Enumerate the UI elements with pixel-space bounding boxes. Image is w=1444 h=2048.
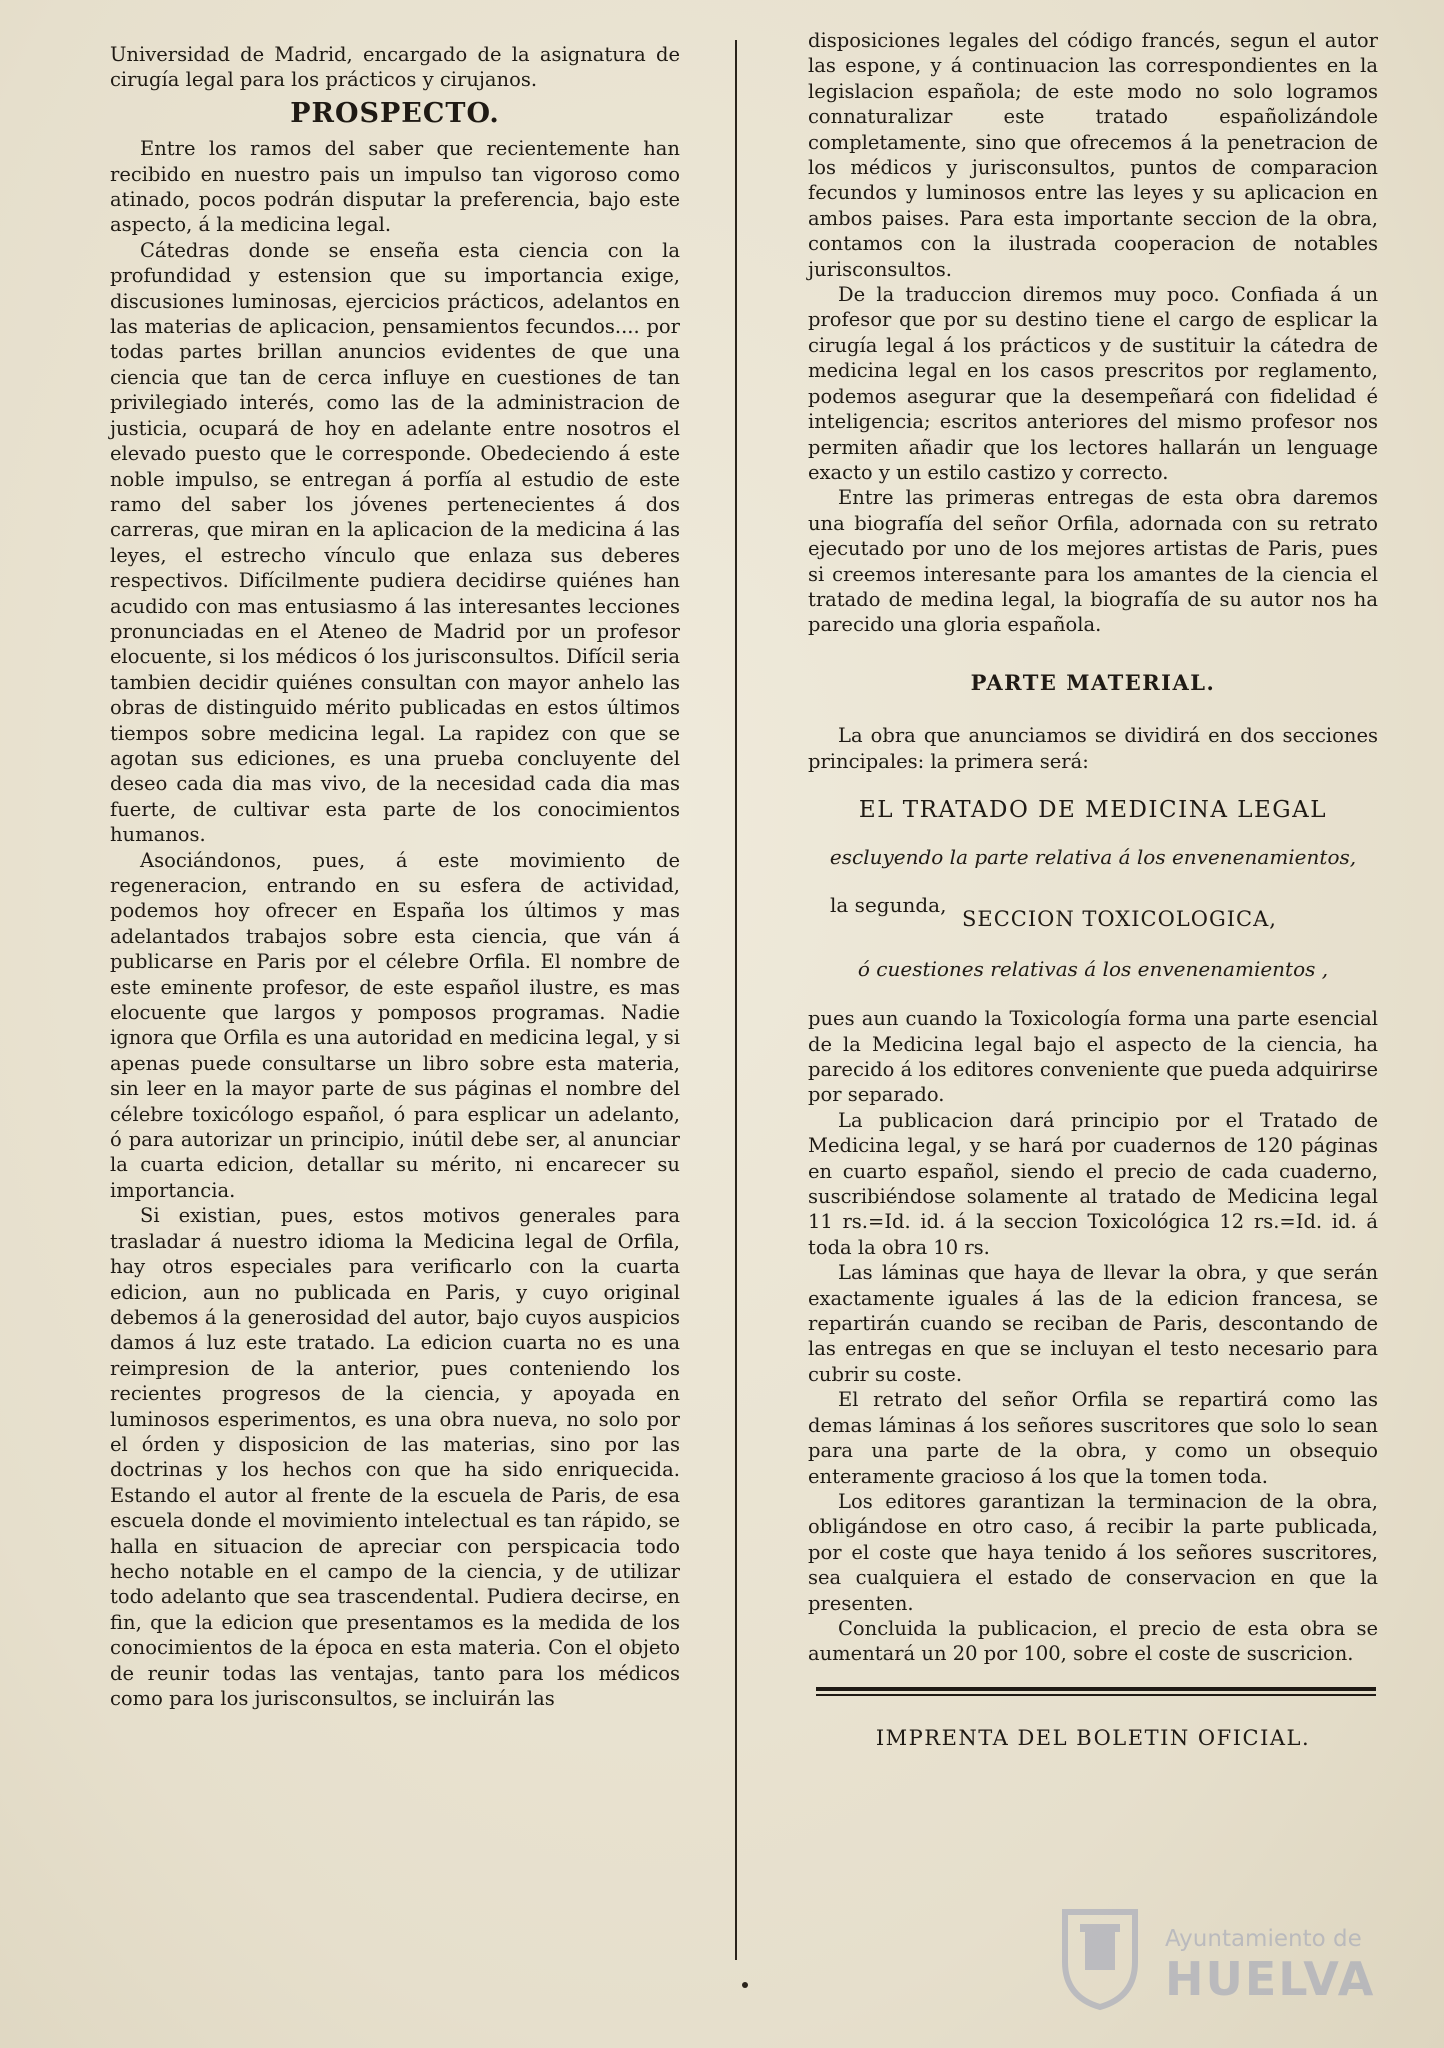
tratado-subtitle: escluyendo la parte relativa á los envenenamientos, — [829, 845, 1357, 870]
paragraph: disposiciones legales del código francés, segun el autor las espone, y á continuacion las correspondientes en la legislacion española; de este modo no solo logramos connaturalizar este tratado españolizándole completamente, sino que ofrecemos á la penetracion de los médicos y jurisconsultos, puntos de comparacion fecundos y luminosos entre las leyes y su aplicacion en ambos paises. Para esta importante seccion de la obra, contamos con la ilustrada cooperacion de notables jurisconsultos. — [808, 29, 1378, 281]
watermark-name: Ayuntamiento de — [1165, 1926, 1362, 1952]
imprenta-footer: IMPRENTA DEL BOLETIN OFICIAL. — [875, 1725, 1311, 1750]
watermark — [1055, 1902, 1375, 2022]
seccion-subtitle: ó cuestiones relativas á los envenenamientos , — [857, 956, 1329, 981]
seccion-title: SECCION TOXICOLOGICA, — [962, 906, 1277, 931]
parte-material-heading: PARTE MATERIAL. — [970, 669, 1216, 695]
paragraph: Entre las primeras entregas de esta obra daremos una biografía del señor Orfila, adornada con su retrato ejecutado por uno de los mejores artistas de Paris, pues si creemos interesante para los amantes de la ciencia el tratado de medina legal, la biografía de su autor nos ha parecido una gloria española. — [808, 486, 1378, 637]
paragraph: Si existian, pues, estos motivos generales para trasladar á nuestro idioma la Medicina legal de Orfila, hay otros especiales para verificarlo con la cuarta edicion, aun no publicada en Paris, y cuyo original debemos á la generosidad del autor, bajo cuyos auspicios damos á luz este tratado. La edicion cuarta no es una reimpresion de la anterior, pues conteniendo los recientes progresos de la ciencia, y apoyada en luminosos esperimentos, es una obra nueva, no solo por el órden y disposicion de las materias, sino por las doctrinas y los hechos con que ha sido enriquecida. Estando el autor al frente de la escuela de Paris, de esa escuela donde el movimiento intelectual es tan rápido, se halla en situacion de apreciar con perspicacia todo hecho notable en el campo de la ciencia, y de utilizar todo adelanto que sea trascendental. Pudiera decirse, en fin, que la edicion que presentamos es la medida de los conocimientos de la época en esta materia. Con el objeto de reunir todas las ventajas, tanto para los médicos como para los jurisconsultos, se incluirán las — [110, 1204, 680, 1710]
paragraph: Las láminas que haya de llevar la obra, y que serán exactamente iguales á las de la edicion francesa, se repartirán cuando se reciban de Paris, descontando de las entregas en que se incluyan el testo necesario para cubrir su coste. — [808, 1261, 1378, 1386]
column-divider — [735, 40, 737, 1960]
paragraph: Los editores garantizan la terminacion de la obra, obligándose en otro caso, á recibir la parte publicada, por el coste que haya tenido á los señores suscritores, sea cualquiera el estado de conservacion en que la presenten. — [808, 1489, 1378, 1615]
right-column — [808, 28, 1378, 1751]
paragraph: Asociándonos, pues, á este movimiento de regeneracion, entrando en su esfera de actividad, podemos hoy ofrecer en España los últimos y mas adelantados trabajos sobre esta ciencia, que ván á publicarse en Paris por el célebre Orfila. El nombre de este eminente profesor, de este español ilustre, es mas elocuente que largos y pomposos programas. Nadie ignora que Orfila es una autoridad en medicina legal, y si apenas puede consultarse un libro sobre esta materia, sin leer en la mayor parte de sus páginas el nombre del célebre toxicólogo español, ó para esplicar un adelanto, ó para autorizar un principio, inútil debe ser, al anunciar la cuarta edicion, detallar su mérito, ni encarecer su importancia. — [110, 848, 680, 1202]
paragraph: pues aun cuando la Toxicología forma una parte esencial de la Medicina legal bajo el aspecto de la ciencia, ha parecido á los editores conveniente que pueda adquirirse por separado. — [808, 1007, 1378, 1107]
watermark-city: HUELVA — [1165, 1952, 1376, 2006]
paragraph: Entre los ramos del saber que recientemente han recibido en nuestro pais un impulso tan vigoroso como atinado, pocos podrán disputar la preferencia, bajo este aspecto, á la medicina legal. — [110, 137, 680, 237]
segunda-label: la segunda, — [830, 892, 947, 917]
prospecto-heading: PROSPECTO. — [290, 97, 500, 129]
left-column — [110, 42, 680, 1711]
paragraph: La publicacion dará principio por el Tratado de Medicina legal, y se hará por cuadernos de 120 páginas en cuarto español, siendo el precio de cada cuaderno, suscribiéndose solamente al tratado de Medicina legal 11 rs.=Id. id. á la seccion Toxicológica 12 rs.=Id. id. á toda la obra 10 rs. — [808, 1108, 1378, 1259]
intro-text: Universidad de Madrid, encargado de la asignatura de cirugía legal para los prácticos y cirujanos. — [110, 43, 680, 92]
paragraph: La obra que anunciamos se dividirá en dos secciones principales: la primera será: — [808, 724, 1378, 773]
crest-icon — [1055, 1902, 1145, 2012]
ink-dot — [742, 1982, 748, 1988]
tratado-title: EL TRATADO DE MEDICINA LEGAL — [858, 796, 1328, 823]
double-rule-divider — [816, 1687, 1376, 1696]
paragraph: Cátedras donde se enseña esta ciencia con la profundidad y estension que su importancia exige, discusiones luminosas, ejercicios prácticos, adelantos en las materias de aplicacion, pensamientos fecundos.... por todas partes brillan anuncios evidentes de que una ciencia que tan de cerca influye en cuestiones de tan privilegiado interés, como las de la administracion de justicia, ocupará de hoy en adelante entre nosotros el elevado puesto que le corresponde. Obedeciendo á este noble impulso, se entregan á porfía al estudio de este ramo del saber los jóvenes pertenecientes á dos carreras, que miran en la aplicacion de la medicina á las leyes, el estrecho vínculo que enlaza sus deberes respectivos. Difícilmente pudiera decidirse quiénes han acudido con mas entusiasmo á las interesantes lecciones pronunciadas en el Ateneo de Madrid por un profesor elocuente, si los médicos ó los jurisconsultos. Difícil seria tambien decidir quiénes consultan con mayor anhelo las obras de distinguido mérito publicadas en estos últimos tiempos sobre medicina legal. La rapidez con que se agotan sus ediciones, es una prueba concluyente del deseo cada dia mas vivo, de la necesidad cada dia mas fuerte, de cultivar esta parte de los conocimientos humanos. — [110, 238, 680, 847]
paragraph: De la traduccion diremos muy poco. Confiada á un profesor que por su destino tiene el cargo de esplicar la cirugía legal á los prácticos y de sustituir la cátedra de medicina legal en los casos prescritos por reglamento, podemos asegurar que la desempeñará con fidelidad é inteligencia; escritos anteriores del mismo profesor nos permiten añadir que los lectores hallarán un lenguage exacto y un estilo castizo y correcto. — [808, 283, 1378, 484]
paragraph: Concluida la publicacion, el precio de esta obra se aumentará un 20 por 100, sobre el coste de suscricion. — [808, 1616, 1378, 1666]
segunda-row — [808, 893, 1378, 933]
paragraph: El retrato del señor Orfila se repartirá como las demas láminas á los señores suscritores que solo lo sean para una parte de la obra, y como un obsequio enteramente gracioso á los que la tomen toda. — [808, 1388, 1378, 1488]
